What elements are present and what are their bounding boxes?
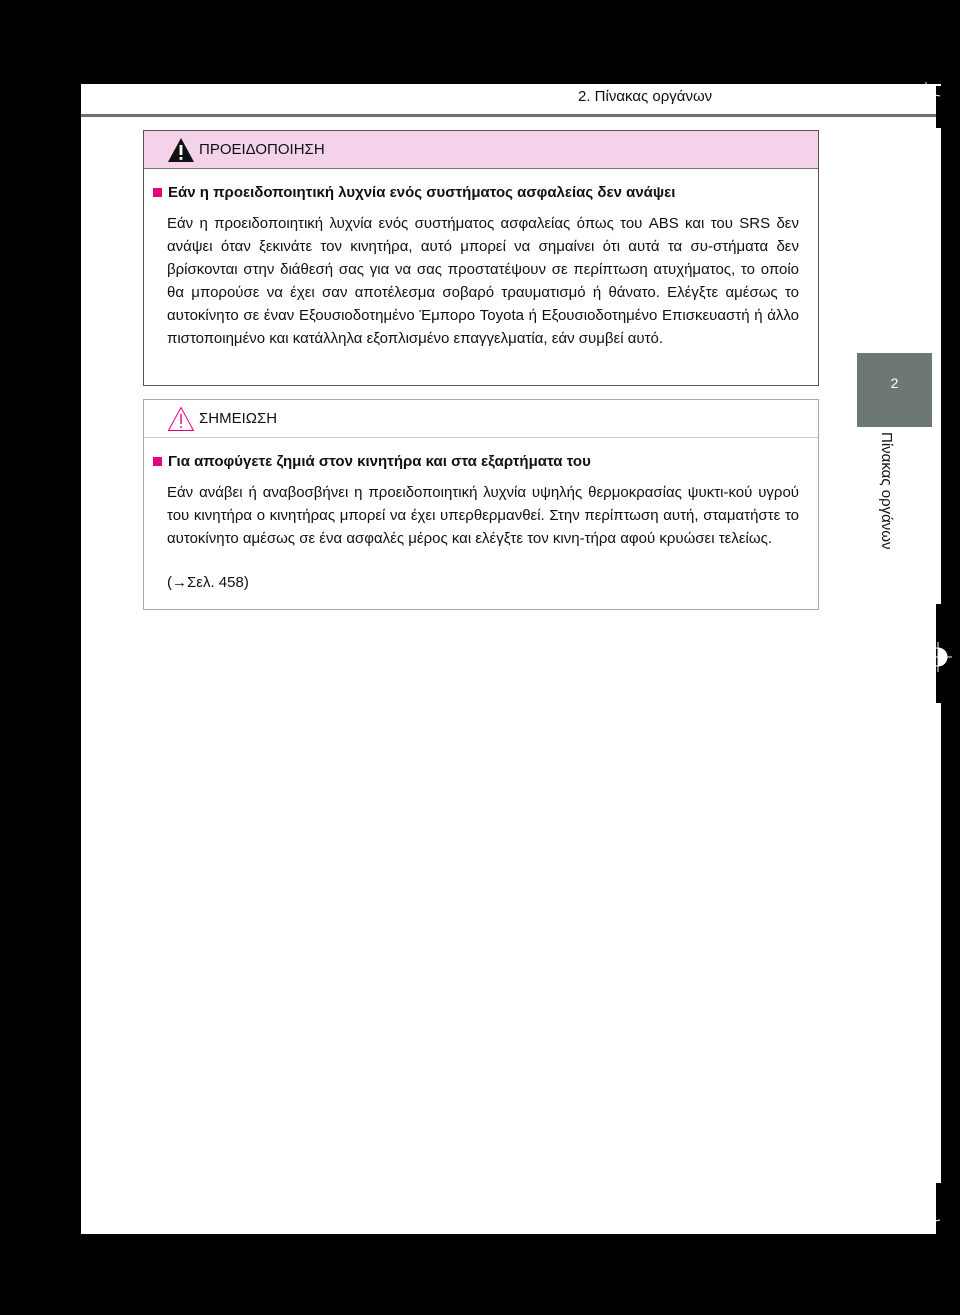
chapter-tab-number: 2 bbox=[890, 375, 899, 391]
note-box-header bbox=[144, 400, 818, 438]
frame-gap bbox=[936, 128, 941, 604]
warning-subheading bbox=[153, 184, 675, 201]
section-title: 2. Πίνακας οργάνων bbox=[578, 88, 713, 105]
note-subheading bbox=[153, 453, 591, 470]
page-reference-link[interactable]: (→Σελ. 458) bbox=[167, 574, 249, 591]
chapter-tab[interactable] bbox=[857, 353, 932, 427]
warning-box-header bbox=[144, 131, 818, 169]
warning-paragraph: Εάν η προειδοποιητική λυχνία ενός συστήματος ασφαλείας όπως του ABS και του SRS δεν ανάψει όταν ξεκινάτε τον κινητήρα, αυτό μπορεί να σημαίνει ότι αυτά τα συ-στήματα δεν βρίσκονται στην διάθεσή σας για να σας προστατέψουν σε περίπτωση ατυχήματος, το οποίο θα μπορούσε να έχει σαν αποτέλεσμα σοβαρό τραυματισμό ή θάνατο. Ελέγξτε αμέσως το αυτοκίνητο σε έναν Εξουσιοδοτημένο Έμπορο Toyota ή Εξουσιοδοτημένο Επισκευαστή ή άλλο πιστοποιημένο και κατάλληλα εξοπλισμένο επαγγελματία, εάν συμβεί αυτό. bbox=[167, 215, 799, 347]
bullet-square-icon bbox=[153, 457, 162, 466]
note-subheading-text: Για αποφύγετε ζημιά στον κινητήρα και στα εξαρτήματα του bbox=[168, 453, 591, 470]
warning-box-title: ΠΡΟΕΙΔΟΠΟΙΗΣΗ bbox=[199, 141, 325, 158]
chapter-tab-label bbox=[870, 432, 894, 592]
frame-gap bbox=[936, 703, 941, 1183]
registration-mark-icon bbox=[922, 640, 952, 674]
header-rule bbox=[81, 114, 941, 117]
warning-box bbox=[143, 130, 819, 386]
caution-triangle-outline-icon bbox=[167, 406, 195, 432]
note-box-title: ΣΗΜΕΙΩΣΗ bbox=[199, 410, 278, 427]
warning-triangle-filled-icon bbox=[167, 137, 195, 163]
page-header bbox=[81, 84, 941, 115]
warning-subheading-text: Εάν η προειδοποιητική λυχνία ενός συστήματος ασφαλείας δεν ανάψει bbox=[168, 184, 676, 201]
bullet-square-icon bbox=[153, 188, 162, 197]
crop-mark-bottom-icon bbox=[924, 1218, 942, 1236]
note-paragraph: Εάν ανάβει ή αναβοσβήνει η προειδοποιητική λυχνία υψηλής θερμοκρασίας ψυκτι-κού υγρού του κινητήρα ο κινητήρας μπορεί να έχει υπερθερμανθεί. Στην περίπτωση αυτή, σταματήστε το αυτοκίνητο αμέσως σε ένα ασφαλές μέρος και ελέγξτε τον κινη-τήρα αφού κρυώσει τελείως. bbox=[167, 484, 799, 547]
crop-mark-top-icon bbox=[924, 80, 942, 98]
chapter-tab-label-text: Πίνακας οργάνων bbox=[878, 432, 895, 550]
note-box bbox=[143, 399, 819, 610]
